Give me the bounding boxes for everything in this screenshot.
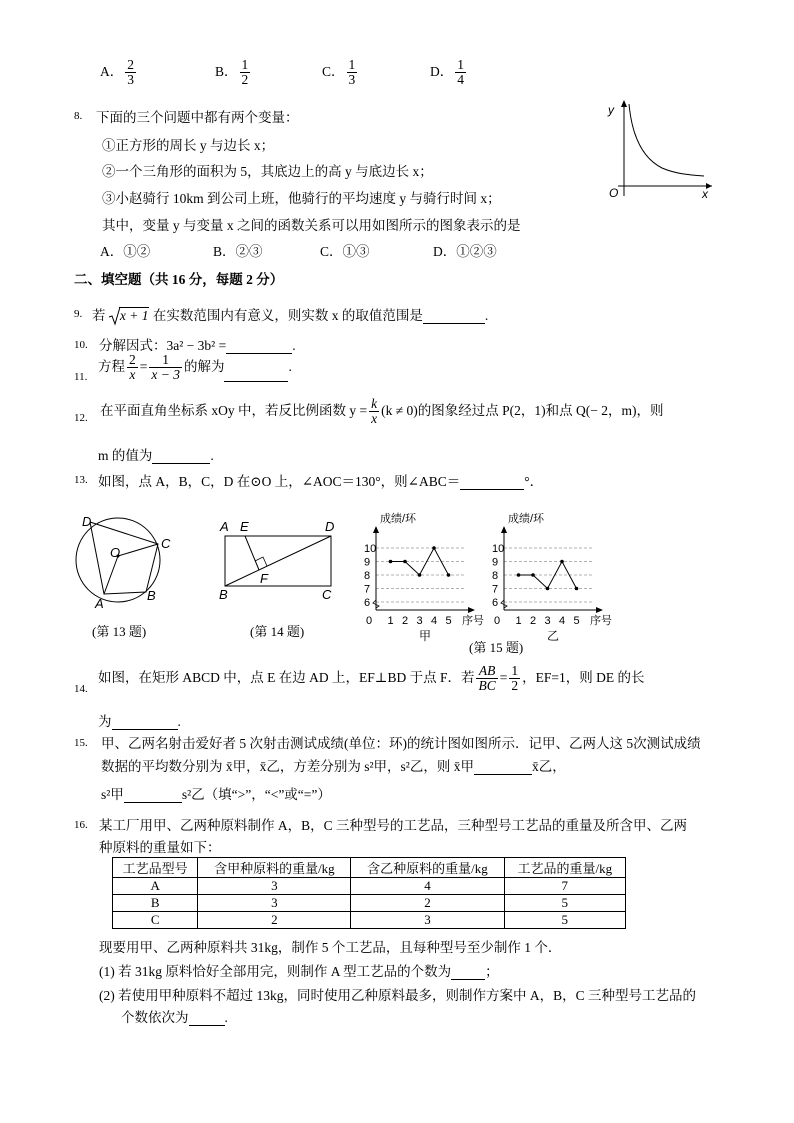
graph-y-label: y <box>608 103 614 117</box>
figure-13-circle <box>68 510 184 614</box>
figure-14-caption: (第 14 题) <box>250 624 305 639</box>
q7-option-d <box>430 58 468 87</box>
series-line <box>391 548 449 575</box>
x-tick-label: 1 <box>387 615 394 627</box>
q8-stem: 下面的三个问题中都有两个变量： <box>96 110 299 125</box>
q16-blank-1 <box>451 965 485 980</box>
q8-conclusion: 其中，变量 y 与变量 x 之间的函数关系可以用如图所示的图象表示的是 <box>102 218 521 233</box>
table-header-row <box>113 858 626 878</box>
chart-caption: 乙 <box>547 629 560 643</box>
y-tick-label: 9 <box>364 556 371 569</box>
q11-post: 的解为 <box>183 358 225 374</box>
table-row <box>113 912 626 929</box>
table-cell: C <box>113 912 198 929</box>
q10-text <box>99 334 296 354</box>
table-cell: 5 <box>504 895 625 912</box>
q7-option-c <box>322 58 359 87</box>
q9-end: . <box>484 308 489 323</box>
y-tick-label: 8 <box>364 570 371 582</box>
numerator: 1 <box>162 352 170 367</box>
section-title: 二、填空题（共 16 分，每题 2 分） <box>74 272 284 287</box>
q7-option-b-fraction <box>240 58 251 87</box>
data-point <box>575 587 579 591</box>
q10-end: . <box>292 338 296 353</box>
data-point <box>418 573 422 577</box>
y-tick-label: 6 <box>492 597 499 609</box>
y-tick-label: 6 <box>364 597 371 609</box>
q16-number: 16. <box>74 819 88 831</box>
x-tick-label: 5 <box>445 615 452 627</box>
q16-blank-2 <box>189 1011 225 1026</box>
q9-answer-blank <box>423 309 485 324</box>
chart-title: 成绩/环 <box>508 513 545 525</box>
q8-item-3: ③小赵骑行 10km 到公司上班，他骑行的平均速度 y 与骑行时间 x； <box>102 191 501 206</box>
q10-answer-blank <box>226 339 292 354</box>
table-header: 含甲种原料的重量/kg <box>198 858 351 878</box>
figure-13-caption: (第 13 题) <box>92 624 147 639</box>
q7-option-a-letter: A． <box>100 63 124 79</box>
diagonal-bd <box>225 536 331 586</box>
label-a: A <box>220 519 229 534</box>
chart-caption: 甲 <box>419 629 432 643</box>
series-line <box>519 562 577 589</box>
q15-line3-pre: s²甲 <box>101 787 124 802</box>
q16-sub2: (2) 若使用甲种原料不超过 13kg，同时使用乙种原料最多，则制作方案中 A，B，C 三种型号工艺品的 <box>99 988 696 1003</box>
label-a: A <box>95 596 104 611</box>
q11-number: 11. <box>74 371 88 383</box>
q7-option-a <box>100 58 138 87</box>
numerator: 2 <box>129 352 136 367</box>
q12-fraction <box>369 397 379 426</box>
table-header: 工艺品的重量/kg <box>504 858 625 878</box>
q14-text <box>98 664 644 693</box>
q14-line2-text: 为 <box>98 714 112 729</box>
segment-oa <box>104 556 118 594</box>
q15-blank-1 <box>474 760 532 775</box>
denominator: 4 <box>457 72 464 88</box>
q16-line1: 某工厂用甲、乙两种原料制作 A，B，C 三种型号的工艺品，三种型号工艺品的重量及所含甲、乙两 <box>99 818 688 833</box>
denominator: x − 3 <box>151 367 180 383</box>
denominator: 2 <box>241 72 249 88</box>
quadrilateral-dabc <box>90 522 158 594</box>
q8-option-d: D．①②③ <box>433 244 497 259</box>
q7-option-c-letter: C． <box>322 63 345 79</box>
graph-origin-label: O <box>609 186 619 200</box>
q15-line2-post: x̄乙， <box>531 759 566 774</box>
x-tick-label: 1 <box>515 615 522 627</box>
x-axis-arrow <box>468 607 475 613</box>
data-point <box>560 560 564 564</box>
q13-end: °． <box>524 474 544 489</box>
q11-end: . <box>288 358 292 374</box>
x-tick-label: 5 <box>573 615 580 627</box>
y-tick-label: 9 <box>492 556 499 569</box>
q13-number: 13. <box>74 474 88 486</box>
chart-title: 成绩/环 <box>380 513 417 525</box>
q7-option-b <box>215 58 252 87</box>
numerator: 1 <box>511 663 519 678</box>
label-e: E <box>240 519 249 534</box>
q9-post: 在实数范围内有意义，则实数 x 的取值范围是 <box>152 308 423 323</box>
q8-item-2: ②一个三角形的面积为 5，其底边上的高 y 与底边长 x； <box>102 164 433 179</box>
label-o: O <box>110 545 121 560</box>
q7-option-d-letter: D． <box>430 63 454 79</box>
y-axis-arrow <box>501 526 507 533</box>
y-tick-label: 7 <box>492 583 499 596</box>
q9-text <box>92 304 488 324</box>
q14-end: . <box>177 714 181 729</box>
numerator: 1 <box>241 57 249 72</box>
table-cell: 4 <box>351 878 504 895</box>
segment-ef <box>245 536 259 570</box>
q13-answer-blank <box>460 475 524 490</box>
q13-stem: 如图，点 A，B，C，D 在⊙O 上，∠AOC＝130°，则∠ABC＝ <box>98 474 461 489</box>
numerator: k <box>371 396 378 411</box>
label-d: D <box>82 514 92 529</box>
label-c: C <box>322 587 332 602</box>
x-axis-label: 序号 <box>590 615 612 627</box>
chart-yi <box>484 508 624 643</box>
x-tick-label: 0 <box>366 615 373 627</box>
denominator: 3 <box>127 72 134 88</box>
y-axis-arrow <box>621 100 627 107</box>
denominator: x <box>127 367 138 382</box>
q11-pre: 方程 <box>98 358 125 374</box>
q16-sub2-end: . <box>224 1010 228 1025</box>
q12-line2-text: m 的值为 <box>98 448 153 463</box>
table-cell: 2 <box>351 895 504 912</box>
q9-pre: 若 <box>92 308 106 323</box>
label-c: C <box>161 536 171 551</box>
q8-option-b: B．②③ <box>213 244 263 259</box>
q8-number: 8. <box>74 110 83 122</box>
data-point <box>403 560 407 564</box>
y-tick-label: 10 <box>492 543 505 555</box>
q8-item-1: ①正方形的周长 y 与边长 x； <box>102 138 275 153</box>
q16-line2: 种原料的重量如下： <box>99 840 221 855</box>
numerator: 1 <box>348 57 356 72</box>
y-tick-label: 10 <box>364 543 377 555</box>
q11-text <box>98 353 292 382</box>
numerator: 2 <box>127 57 134 72</box>
figure-14-rectangle <box>215 516 345 606</box>
table-cell: A <box>113 878 198 895</box>
q14-equals: = <box>499 669 508 685</box>
data-point <box>517 573 521 577</box>
q12-post: 的图象经过点 P(2，1)和点 Q(− 2，m)，则 <box>417 402 664 418</box>
label-b: B <box>219 587 228 602</box>
data-point <box>389 560 393 564</box>
x-tick-label: 4 <box>559 615 566 627</box>
q12-number: 12. <box>74 412 88 424</box>
table-cell: 3 <box>198 878 351 895</box>
table-cell: 2 <box>198 912 351 929</box>
denominator: BC <box>478 678 496 694</box>
q15-line3-post: s²乙（填“>”，“<”或“=”） <box>181 787 331 802</box>
q12-answer-blank <box>152 449 210 464</box>
table-header: 含乙种原料的重量/kg <box>351 858 504 878</box>
q14-fraction-1 <box>476 664 497 693</box>
numerator: AB <box>478 663 496 678</box>
table-row <box>113 895 626 912</box>
graph-x-label: x <box>702 187 708 201</box>
q11-equals: = <box>139 358 148 374</box>
table-cell: 5 <box>504 912 625 929</box>
table-row <box>113 878 626 895</box>
x-axis-arrow <box>596 607 603 613</box>
q9-radicand: x + 1 <box>119 308 149 323</box>
label-b: B <box>147 588 156 603</box>
x-tick-label: 2 <box>402 615 409 627</box>
q9-sqrt <box>109 308 150 324</box>
x-tick-label: 3 <box>544 615 551 627</box>
data-point <box>447 573 451 577</box>
y-tick-label: 8 <box>492 570 499 582</box>
q14-post: ，EF=1，则 DE 的长 <box>522 669 645 685</box>
q15-number: 15. <box>74 737 88 749</box>
table-cell: 7 <box>504 878 625 895</box>
table-header: 工艺品型号 <box>113 858 198 878</box>
figure-15-caption: (第 15 题) <box>469 640 524 655</box>
q12-condition: (k ≠ 0) <box>381 402 418 418</box>
q16-sub2b <box>121 1006 228 1026</box>
table-cell: 3 <box>351 912 504 929</box>
q7-option-d-fraction <box>455 58 466 87</box>
q13-text <box>98 470 543 490</box>
q12-end: . <box>210 448 214 463</box>
hyperbola-curve <box>629 104 704 176</box>
q16-sub1 <box>99 960 499 980</box>
materials-table <box>112 857 626 929</box>
x-tick-label: 2 <box>530 615 537 627</box>
label-d: D <box>325 519 335 534</box>
q15-line1: 甲、乙两名射击爱好者 5 次射击测试成绩(单位：环)的统计图如图所示．记甲、乙两人这 5次测试成绩 <box>101 736 701 751</box>
label-f: F <box>260 571 268 586</box>
q12-pre: 在平面直角坐标系 xOy 中，若反比例函数 y = <box>100 402 368 418</box>
q10-number: 10. <box>74 339 88 351</box>
x-tick-label: 3 <box>416 615 423 627</box>
table-cell: 3 <box>198 895 351 912</box>
numerator: 1 <box>457 57 464 72</box>
denominator: 2 <box>511 678 519 694</box>
x-tick-label: 4 <box>431 615 438 627</box>
q15-line3 <box>101 783 331 803</box>
y-axis-arrow <box>373 526 379 533</box>
data-point <box>531 573 535 577</box>
q16-sub1-end: ； <box>485 964 499 979</box>
data-point <box>546 587 550 591</box>
q14-number: 14. <box>74 683 88 695</box>
q8-option-c: C．①③ <box>320 244 370 259</box>
q7-option-b-letter: B． <box>215 63 238 79</box>
q12-line2 <box>98 444 214 464</box>
q15-line2-pre: 数据的平均数分别为 x̄甲，x̄乙，方差分别为 s²甲，s²乙，则 x̄甲 <box>101 759 474 774</box>
q14-answer-blank <box>112 715 178 730</box>
q11-fraction-1 <box>127 353 138 382</box>
q9-number: 9. <box>74 308 83 320</box>
q11-answer-blank <box>224 367 288 382</box>
x-tick-label: 0 <box>494 615 501 627</box>
q16-sub1-text: (1) 若 31kg 原料恰好全部用完，则制作 A 型工艺品的个数为 <box>99 964 452 979</box>
denominator: x <box>371 411 378 427</box>
q12-text <box>100 397 664 426</box>
table-cell: B <box>113 895 198 912</box>
q8-option-a: A．①② <box>100 244 151 259</box>
q11-fraction-2 <box>149 353 182 382</box>
q8-hyperbola-graph <box>598 96 718 200</box>
q15-line2 <box>101 755 566 775</box>
segment-oc <box>118 544 158 556</box>
denominator: 3 <box>348 72 356 88</box>
q7-option-a-fraction <box>125 58 136 87</box>
q7-option-c-fraction <box>347 58 358 87</box>
data-point <box>432 546 436 550</box>
q14-fraction-2 <box>509 664 520 693</box>
q10-expression: 分解因式：3a² − 3b² = <box>99 338 227 353</box>
q15-blank-2 <box>124 788 182 803</box>
q14-pre: 如图，在矩形 ABCD 中，点 E 在边 AD 上，EF⊥BD 于点 F．若 <box>98 669 475 685</box>
q14-line2 <box>98 710 181 730</box>
y-tick-label: 7 <box>364 583 371 596</box>
x-axis-label: 序号 <box>462 615 484 627</box>
chart-jia <box>356 508 499 643</box>
q16-sub2b-text: 个数依次为 <box>121 1010 189 1025</box>
q16-line3: 现要用甲、乙两种原料共 31kg，制作 5 个工艺品，且每种型号至少制作 1 个． <box>99 940 562 955</box>
